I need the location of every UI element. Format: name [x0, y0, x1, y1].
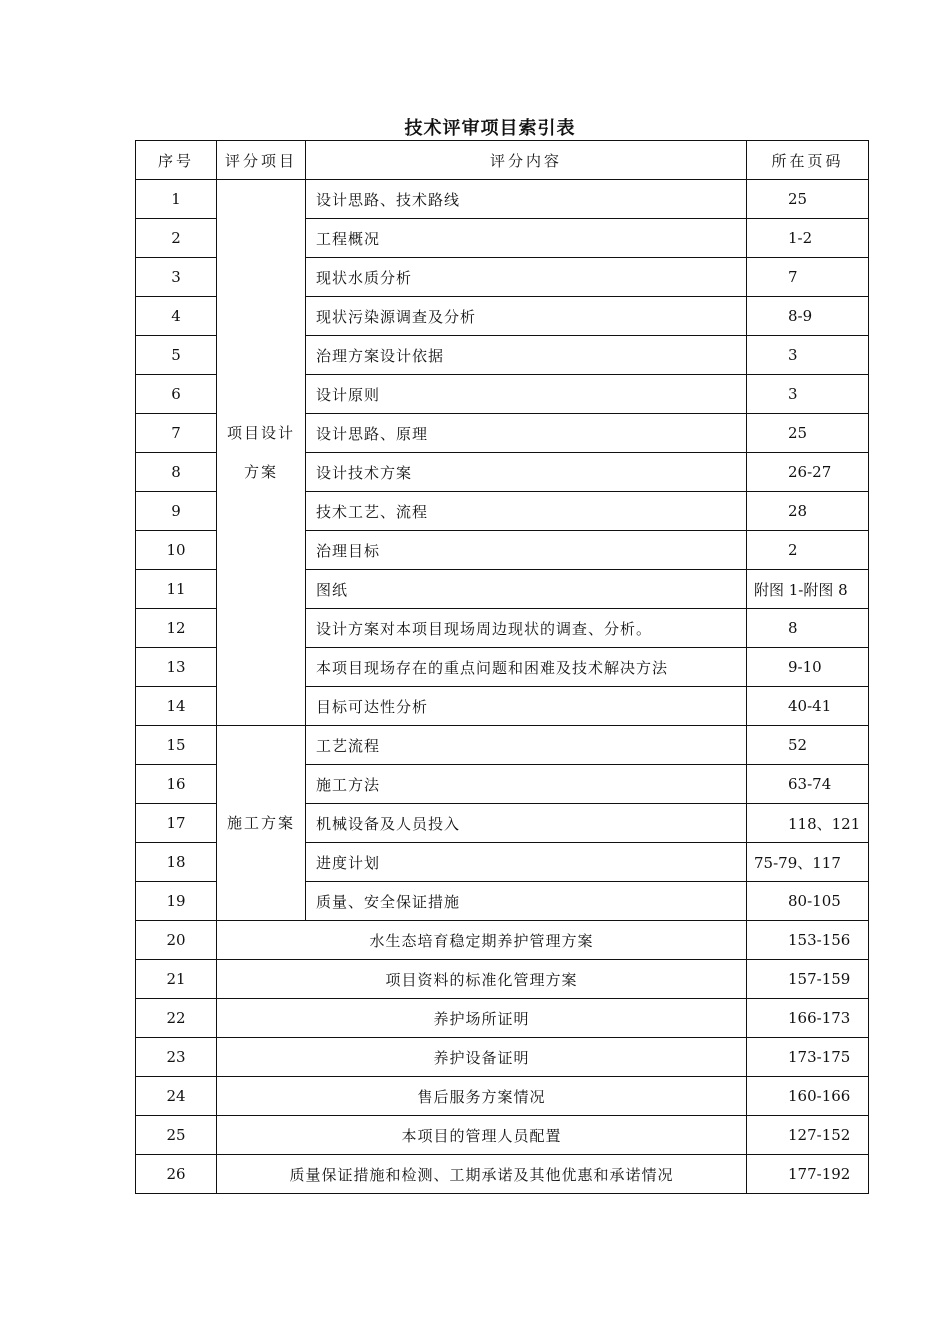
header-page: 所在页码 [747, 141, 869, 180]
row-content: 养护设备证明 [217, 1038, 747, 1077]
table-row [136, 1077, 869, 1116]
row-page: 63-74 [747, 765, 869, 804]
row-seq: 24 [136, 1077, 217, 1116]
row-page: 52 [747, 726, 869, 765]
row-page: 25 [747, 414, 869, 453]
table-row [136, 960, 869, 999]
row-seq: 26 [136, 1155, 217, 1194]
row-page: 157-159 [747, 960, 869, 999]
table-header-row [136, 141, 869, 180]
row-seq: 13 [136, 648, 217, 687]
row-seq: 18 [136, 843, 217, 882]
row-content: 进度计划 [306, 843, 747, 882]
table-row [136, 1038, 869, 1077]
row-seq: 25 [136, 1116, 217, 1155]
row-seq: 11 [136, 570, 217, 609]
row-seq: 21 [136, 960, 217, 999]
row-seq: 6 [136, 375, 217, 414]
row-seq: 20 [136, 921, 217, 960]
row-seq: 14 [136, 687, 217, 726]
row-seq: 10 [136, 531, 217, 570]
table-row [136, 1155, 869, 1194]
row-page: 160-166 [747, 1077, 869, 1116]
row-content: 工艺流程 [306, 726, 747, 765]
row-content: 工程概况 [306, 219, 747, 258]
row-seq: 23 [136, 1038, 217, 1077]
table-row [136, 180, 869, 219]
row-page: 1-2 [747, 219, 869, 258]
category-construction: 施工方案 [217, 726, 306, 921]
header-seq: 序号 [136, 141, 217, 180]
row-content: 质量保证措施和检测、工期承诺及其他优惠和承诺情况 [217, 1155, 747, 1194]
table-row [136, 999, 869, 1038]
row-content: 治理方案设计依据 [306, 336, 747, 375]
row-content: 机械设备及人员投入 [306, 804, 747, 843]
row-content: 设计原则 [306, 375, 747, 414]
row-page: 75-79、117 [747, 843, 869, 882]
row-page: 40-41 [747, 687, 869, 726]
row-page: 9-10 [747, 648, 869, 687]
row-seq: 7 [136, 414, 217, 453]
row-content: 本项目现场存在的重点问题和困难及技术解决方法 [306, 648, 747, 687]
row-content: 现状污染源调查及分析 [306, 297, 747, 336]
row-content: 本项目的管理人员配置 [217, 1116, 747, 1155]
row-seq: 19 [136, 882, 217, 921]
row-page: 附图 1-附图 8 [747, 570, 869, 609]
table-row [136, 726, 869, 765]
row-seq: 22 [136, 999, 217, 1038]
row-page: 166-173 [747, 999, 869, 1038]
row-page: 25 [747, 180, 869, 219]
row-content: 设计技术方案 [306, 453, 747, 492]
row-page: 28 [747, 492, 869, 531]
row-page: 8 [747, 609, 869, 648]
row-content: 设计方案对本项目现场周边现状的调查、分析。 [306, 609, 747, 648]
row-content: 目标可达性分析 [306, 687, 747, 726]
row-content: 现状水质分析 [306, 258, 747, 297]
row-page: 3 [747, 336, 869, 375]
row-page: 26-27 [747, 453, 869, 492]
row-content: 治理目标 [306, 531, 747, 570]
row-seq: 2 [136, 219, 217, 258]
category-design-line1: 项目设计 [226, 423, 295, 442]
row-content: 施工方法 [306, 765, 747, 804]
row-page: 118、121 [747, 804, 869, 843]
row-seq: 16 [136, 765, 217, 804]
header-category: 评分项目 [217, 141, 306, 180]
row-content: 养护场所证明 [217, 999, 747, 1038]
document-title: 技术评审项目索引表 [404, 118, 576, 139]
row-page: 8-9 [747, 297, 869, 336]
row-page: 3 [747, 375, 869, 414]
header-content: 评分内容 [306, 141, 747, 180]
row-content: 质量、安全保证措施 [306, 882, 747, 921]
row-seq: 17 [136, 804, 217, 843]
row-content: 项目资料的标准化管理方案 [217, 960, 747, 999]
row-seq: 9 [136, 492, 217, 531]
row-page: 153-156 [747, 921, 869, 960]
row-content: 技术工艺、流程 [306, 492, 747, 531]
row-seq: 8 [136, 453, 217, 492]
row-seq: 12 [136, 609, 217, 648]
row-seq: 15 [136, 726, 217, 765]
row-content: 设计思路、原理 [306, 414, 747, 453]
row-seq: 1 [136, 180, 217, 219]
row-page: 2 [747, 531, 869, 570]
row-content: 水生态培育稳定期养护管理方案 [217, 921, 747, 960]
row-content: 图纸 [306, 570, 747, 609]
row-page: 127-152 [747, 1116, 869, 1155]
row-seq: 3 [136, 258, 217, 297]
row-seq: 4 [136, 297, 217, 336]
category-design-line2: 方案 [243, 462, 278, 481]
index-table [135, 140, 869, 1194]
table-row [136, 921, 869, 960]
row-seq: 5 [136, 336, 217, 375]
row-content: 设计思路、技术路线 [306, 180, 747, 219]
row-page: 173-175 [747, 1038, 869, 1077]
row-page: 7 [747, 258, 869, 297]
row-page: 80-105 [747, 882, 869, 921]
category-design [217, 180, 306, 726]
row-content: 售后服务方案情况 [217, 1077, 747, 1116]
table-row [136, 1116, 869, 1155]
row-page: 177-192 [747, 1155, 869, 1194]
